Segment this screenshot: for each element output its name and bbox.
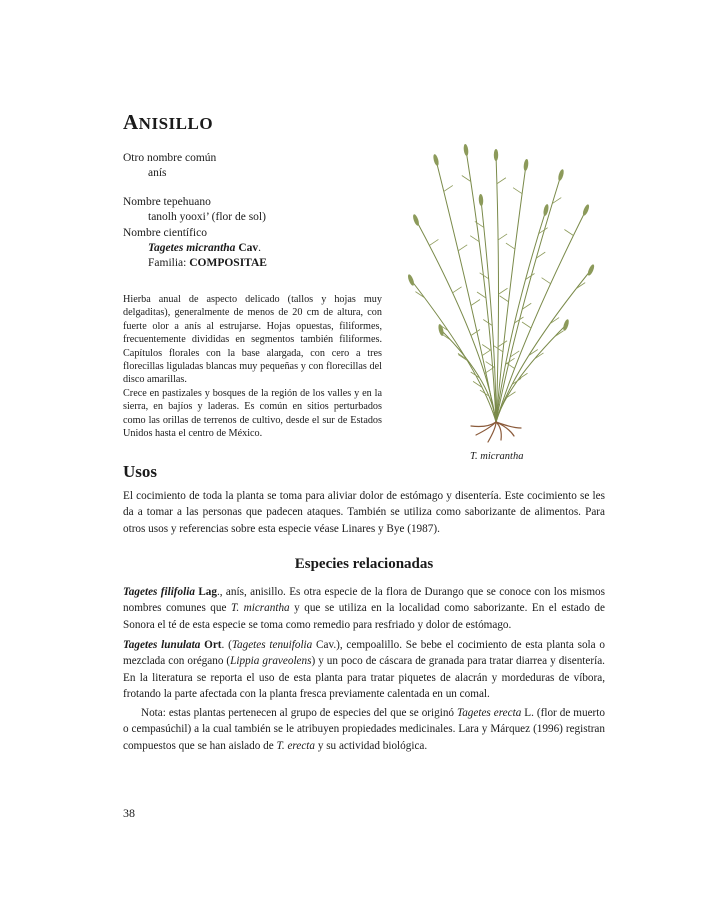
usos-paragraph: El cocimiento de toda la planta se toma para aliviar dolor de estómago y disentería. Este cocimiento se les da a tomar a las personas que padecen ataques. También se utiliza como saborizante de alimentos. Para otros usos y referencias sobre esta especie véase Linares y Bye (1987). [123, 490, 605, 535]
scientific-name-value: Tagetes micrantha Cav. [148, 242, 261, 254]
species-erecta: Tagetes erecta [457, 707, 522, 719]
p2-text-2: Cav.), cempoalillo. Se bebe el cocimiento de esta planta sola o mezclada con orégano ( [123, 639, 605, 668]
plant-leaf [482, 350, 491, 356]
plant-leaf [522, 322, 531, 328]
flower-head [557, 169, 565, 182]
plant-leaf [542, 278, 551, 284]
plant-leaf [564, 230, 573, 236]
scientific-name-field [123, 226, 267, 271]
p1-text-2: y que se utiliza en la localidad como saborizante. En el estado de Sonora el té de esta especie se toma como remedio para resfriado y dolor de estómago. [123, 602, 605, 631]
ref-micrantha: T. micrantha [230, 602, 290, 615]
synonym-tenuifolia: Tagetes tenuifolia [231, 639, 313, 651]
tepehuano-name-field [123, 195, 266, 225]
species-lippia: Lippia graveolens [230, 655, 312, 668]
plant-leaf [429, 239, 438, 245]
page-number: 38 [123, 806, 135, 820]
plant-leaf [486, 362, 495, 368]
plant-leaf [458, 245, 467, 251]
p1-text-1: ., anís, anisillo. Es otra especie de la flora de Durango que se conoce con los mismos nombres comunes que [123, 586, 606, 615]
title-rest: NISILLO [138, 114, 214, 133]
plant-stem [496, 155, 499, 422]
plant-stem [496, 270, 591, 422]
especies-heading: Especies relacionadas [294, 556, 434, 572]
flower-head [562, 319, 570, 332]
plant-title [123, 110, 213, 135]
plant-leaf [506, 243, 515, 249]
plant-leaf [462, 176, 471, 182]
plant-leaf [471, 300, 480, 306]
flower-head [523, 159, 529, 171]
family-label: Familia: [148, 257, 187, 269]
plant-leaf [550, 318, 559, 324]
plant-stem [466, 150, 496, 422]
plant-stem [496, 175, 561, 422]
description-paragraph-2: Crece en pastizales y bosques de la región de los valles y en la sierra, en bajíos y laderas. Es común en sitios perturbados como las orillas de terrenos de cultivo, desde el sur de Estados Unidos hasta el centro de México. [123, 388, 382, 440]
p3-text-3: y su actividad biológica. [315, 739, 428, 752]
illustration-caption: T. micrantha [470, 451, 524, 462]
flower-head [437, 324, 444, 337]
scientific-author: Cav [238, 242, 259, 254]
flower-head [478, 194, 483, 206]
plant-illustration [396, 140, 606, 445]
plant-leaf [485, 368, 494, 374]
p2-text-3: ) y un poco de cáscara de granada para tratar diarrea y disentería. En la literatura se reporta el uso de esta planta para tratar piquetes de alacrán y mordeduras de víbora, frotando la parte afectada con la planta fresca previamente calentada en un comal. [123, 655, 605, 700]
family-value: COMPOSITAE [189, 257, 267, 269]
ref-erecta: T. erecta [276, 739, 316, 752]
p3-text-2: L. (flor de muerto o cempasúchil) a la cual también se le atribuyen propiedades medicinales. Lara y Márquez (1996) registran compuestos que se han aislado de [123, 707, 605, 752]
plant-leaf [415, 292, 424, 298]
plant-leaf [483, 320, 492, 326]
scientific-name-label: Nombre científico [123, 227, 207, 239]
family-line [123, 256, 267, 271]
common-name-value: anís [148, 167, 167, 179]
especies-paragraph-1 [123, 584, 605, 633]
common-name-label: Otro nombre común [123, 152, 217, 164]
description-paragraph-1: Hierba anual de aspecto delicado (tallos y hojas muy delgaditas), generalmente de menos de 20 cm de altura, con fuerte olor a anís al estrujarse. Hojas opuestas, filiformes, frecuentemente divididas en segmentos también filiformes. Capítulos florales con la base alargada, con cero a tres florecillas liguladas blancas muy pequeñas y con florecillas del disco amarillas. [123, 294, 382, 386]
usos-heading: Usos [123, 462, 158, 481]
plant-leaf [497, 178, 506, 184]
tepehuano-name-value: tanolh yooxi’ (flor de sol) [148, 211, 266, 223]
plant-leaf [482, 344, 491, 350]
flower-head [463, 144, 469, 156]
flower-head [432, 154, 439, 167]
plant-leaf [444, 185, 453, 191]
species-name-lunulata: Tagetes lunulata [123, 639, 201, 651]
plant-leaf [498, 341, 507, 347]
author-lag: Lag [198, 586, 217, 598]
plant-root [496, 422, 514, 436]
author-ort: Ort [204, 639, 222, 651]
flower-head [494, 149, 498, 161]
plant-leaf [499, 288, 508, 294]
plant-leaf [475, 221, 484, 227]
species-name-filifolia: Tagetes filifolia [123, 586, 195, 598]
plant-stem [411, 280, 496, 422]
common-name-field [123, 151, 216, 181]
plant-leaf [500, 296, 509, 302]
especies-paragraph-2 [123, 637, 605, 702]
title-initial: A [123, 110, 139, 134]
plant-leaf [471, 330, 480, 336]
plant-leaf [477, 292, 486, 298]
plant-leaf [519, 373, 528, 379]
plant-leaf [513, 188, 522, 194]
especies-note-paragraph [123, 705, 605, 754]
plant-leaf [470, 236, 479, 242]
flower-head [582, 204, 591, 217]
plant-stem [441, 330, 496, 422]
p2-text-1: . ( [221, 639, 232, 651]
plant-leaf [498, 234, 507, 240]
flower-head [543, 204, 550, 217]
scientific-species: Tagetes micrantha [148, 242, 236, 254]
p3-text-1: Nota: estas plantas pertenecen al grupo de especies del que se originó [141, 707, 457, 719]
plant-leaf [453, 287, 462, 293]
tepehuano-name-label: Nombre tepehuano [123, 196, 211, 208]
